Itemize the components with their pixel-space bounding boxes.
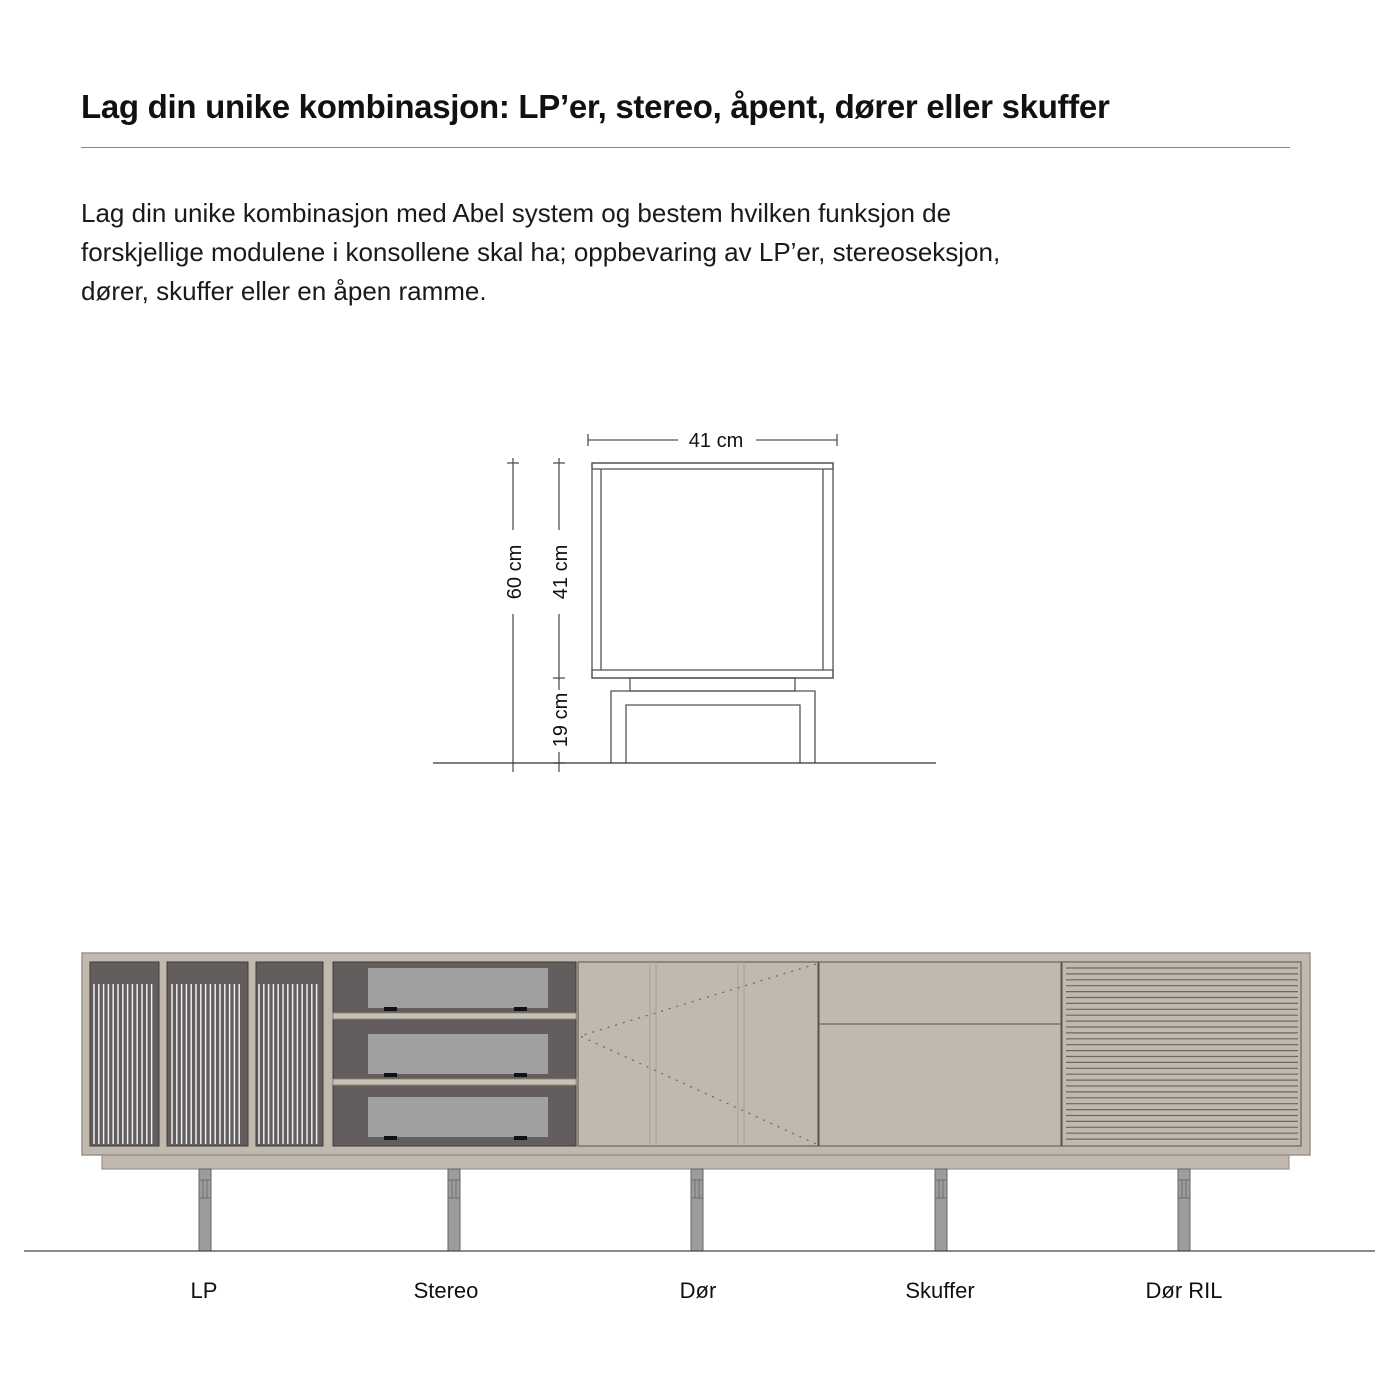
module-stereo bbox=[333, 962, 576, 1146]
front-plinth bbox=[102, 1155, 1289, 1169]
side-cabinet-body bbox=[592, 463, 833, 678]
cabinet-leg bbox=[1178, 1169, 1190, 1251]
module-door bbox=[578, 962, 818, 1146]
stereo-glass-panel bbox=[368, 1097, 548, 1137]
stereo-shelf bbox=[333, 1079, 576, 1085]
module-label-door-ril: Dør RIL bbox=[1145, 1278, 1223, 1303]
module-label-drawers: Skuffer bbox=[905, 1278, 975, 1303]
total-height-dimension bbox=[507, 458, 519, 772]
intro-line: dører, skuffer eller en åpen ramme. bbox=[81, 276, 487, 306]
cabinet-leg bbox=[935, 1169, 947, 1251]
stereo-glass-panel bbox=[368, 1034, 548, 1074]
module-lp bbox=[90, 962, 323, 1146]
module-door-ril bbox=[1062, 962, 1301, 1146]
intro-line: Lag din unike kombinasjon med Abel system og bestem hvilken funksjon de bbox=[81, 198, 952, 228]
width-label: 41 cm bbox=[688, 430, 744, 452]
leg-height-label: 19 cm bbox=[550, 692, 572, 748]
total-height-label: 60 cm bbox=[504, 544, 526, 600]
cabinet-leg bbox=[199, 1169, 211, 1251]
cabinet-height-label: 41 cm bbox=[550, 544, 572, 600]
front-view bbox=[24, 953, 1375, 1251]
side-plinth bbox=[630, 678, 795, 691]
side-leg-frame bbox=[611, 691, 815, 763]
module-label-door: Dør bbox=[679, 1278, 717, 1303]
side-cabinet-bottom bbox=[592, 670, 833, 678]
module-label-stereo: Stereo bbox=[413, 1278, 479, 1303]
cabinet-leg bbox=[448, 1169, 460, 1251]
stereo-shelf bbox=[333, 1013, 576, 1019]
intro-line: forskjellige modulene i konsollene skal ha; oppbevaring av LP’er, stereoseksjon, bbox=[81, 237, 1001, 267]
side-view bbox=[433, 434, 936, 772]
module-label-lp: LP bbox=[190, 1278, 218, 1303]
side-cabinet-top bbox=[592, 463, 833, 469]
cabinet-leg bbox=[691, 1169, 703, 1251]
stereo-glass-panel bbox=[368, 968, 548, 1008]
module-drawers bbox=[819, 962, 1061, 1146]
page-title: Lag din unike kombinasjon: LP’er, stereo, åpent, dører eller skuffer bbox=[81, 88, 1110, 125]
